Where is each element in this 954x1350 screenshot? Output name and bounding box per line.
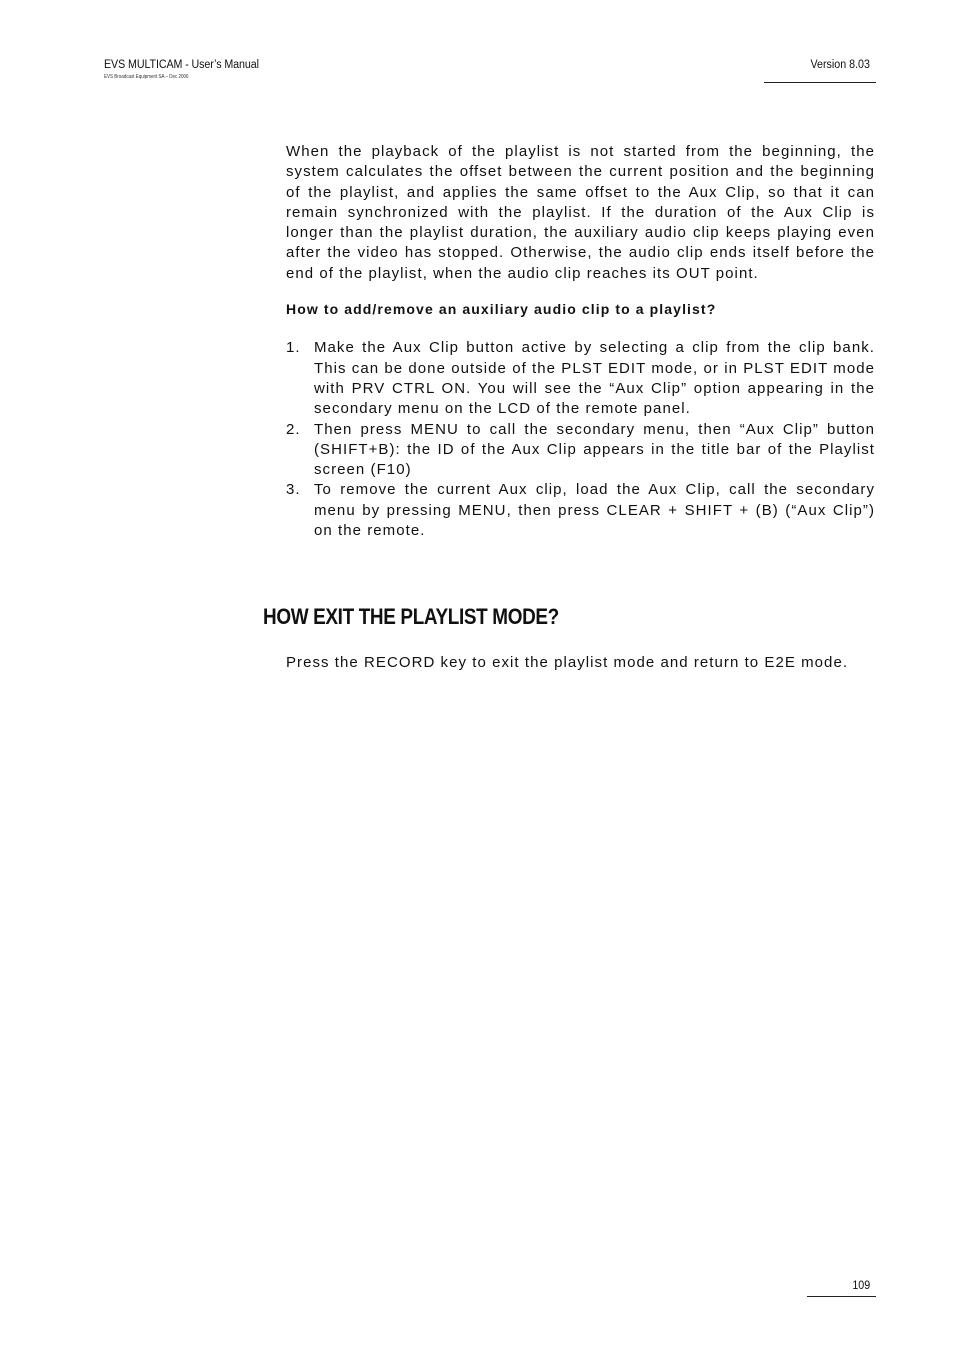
list-item xyxy=(286,338,875,419)
step-text: To remove the current Aux clip, load the Aux Clip, call the secondary menu by pressing MENU, then press CLEAR + SHIFT + (B) (“Aux Clip”) on the remote. xyxy=(314,481,875,540)
step-text: Then press MENU to call the secondary menu, then “Aux Clip” button (SHIFT+B): the ID of the Aux Clip appears in the title bar of the Playlist screen (F10) xyxy=(314,420,875,479)
page-number: 109 xyxy=(852,1280,870,1292)
step-number: 3. xyxy=(286,481,301,499)
list-item xyxy=(286,480,875,541)
main-content xyxy=(286,142,875,541)
intro-paragraph: When the playback of the playlist is not started from the beginning, the system calculates the offset between the current position and the beginning of the playlist, and applies the same offset to the Aux Clip, so that it can remain synchronized with the playlist. If the duration of the Aux Clip is longer than the playlist duration, the auxiliary audio clip keeps playing even after the video has stopped. Otherwise, the audio clip ends itself before the end of the playlist, when the audio clip reaches its OUT point. xyxy=(286,143,875,282)
subheading: How to add/remove an auxiliary audio clip to a playlist? xyxy=(286,301,717,318)
footer-rule xyxy=(807,1296,876,1297)
header-title: EVS MULTICAM - User’s Manual xyxy=(104,59,259,71)
step-text: Make the Aux Clip button active by selecting a clip from the clip bank. This can be done outside of the PLST EDIT mode, or in PLST EDIT mode with PRV CTRL ON. You will see the “Aux Clip” option appearing in the secondary menu on the LCD of the remote panel. xyxy=(314,339,875,418)
section-heading: HOW EXIT THE PLAYLIST MODE? xyxy=(263,604,559,629)
header-version: Version 8.03 xyxy=(810,59,870,71)
step-number: 1. xyxy=(286,339,301,357)
step-number: 2. xyxy=(286,420,301,438)
exit-paragraph: Press the RECORD key to exit the playlist mode and return to E2E mode. xyxy=(286,654,849,671)
header-subtitle: EVS Broadcast Equipment SA – Dec 2006 xyxy=(104,74,189,80)
list-item xyxy=(286,420,875,481)
header-rule xyxy=(764,82,876,83)
steps-list xyxy=(286,338,875,541)
